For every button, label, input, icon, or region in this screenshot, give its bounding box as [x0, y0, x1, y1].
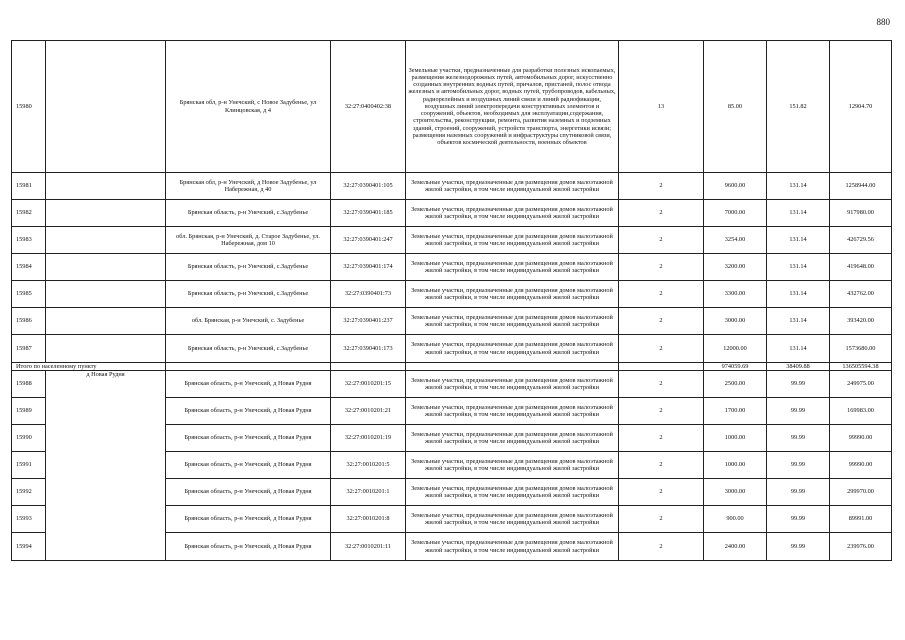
land-use-type: Земельные участки, предназначенные для размещения домов малоэтажной жилой застройки, в том числе индивидуальной жилой застройки [406, 254, 619, 281]
cadastral-number: 32:27:0010201:1 [331, 479, 406, 506]
cadastral-rate: 99.99 [767, 479, 830, 506]
settlement-name [46, 254, 166, 281]
cadastral-rate: 131.14 [767, 227, 830, 254]
cadastral-number: 32:27:0390401:173 [331, 335, 406, 363]
address: Брянская область, р-н Унечский, д Новая Рудня [166, 425, 331, 452]
land-use-type: Земельные участки, предназначенные для размещения домов малоэтажной жилой застройки, в том числе индивидуальной жилой застройки [406, 479, 619, 506]
cadastral-number: 32:27:0010201:8 [331, 506, 406, 533]
use-group: 2 [619, 371, 704, 398]
row-number: 15985 [12, 281, 46, 308]
address: Брянская область, р-н Унечский, с.Задубенье [166, 200, 331, 227]
cadastral-value: 419648.00 [830, 254, 892, 281]
area: 3000.00 [704, 308, 767, 335]
land-use-type: Земельные участки, предназначенные для размещения домов малоэтажной жилой застройки, в том числе индивидуальной жилой застройки [406, 533, 619, 561]
land-use-type: Земельные участки, предназначенные для размещения домов малоэтажной жилой застройки, в том числе индивидуальной жилой застройки [406, 452, 619, 479]
table-row [12, 371, 892, 398]
land-use-type: Земельные участки, предназначенные для размещения домов малоэтажной жилой застройки, в том числе индивидуальной жилой застройки [406, 335, 619, 363]
address: Брянская область, р-н Унечский, д Новая Рудня [166, 479, 331, 506]
cadastral-number: 32:27:0390401:247 [331, 227, 406, 254]
area: 1000.00 [704, 425, 767, 452]
land-use-type: Земельные участки, предназначенные для размещения домов малоэтажной жилой застройки, в том числе индивидуальной жилой застройки [406, 227, 619, 254]
table-row [12, 200, 892, 227]
cadastral-number: 32:27:0400402:38 [331, 41, 406, 173]
use-group: 2 [619, 308, 704, 335]
cadastral-number: 32:27:0010201:19 [331, 425, 406, 452]
cadastral-rate: 131.14 [767, 173, 830, 200]
settlement-name [46, 281, 166, 308]
use-group: 2 [619, 533, 704, 561]
address: Брянская обл, р-н Унечский, д Новое Задубенье, ул Набережная, д 40 [166, 173, 331, 200]
settlement-name [46, 335, 166, 363]
row-number: 15982 [12, 200, 46, 227]
area: 3200.00 [704, 254, 767, 281]
cadastral-value: 299970.00 [830, 479, 892, 506]
table-row [12, 41, 892, 173]
land-use-type: Земельные участки, предназначенные для размещения домов малоэтажной жилой застройки, в том числе индивидуальной жилой застройки [406, 281, 619, 308]
address: Брянская область, р-н Унечский, с.Задубенье [166, 335, 331, 363]
cadastral-value: 1258944.00 [830, 173, 892, 200]
page-number: 880 [876, 17, 890, 27]
cadastral-value: 249975.00 [830, 371, 892, 398]
row-number: 15990 [12, 425, 46, 452]
area: 3300.00 [704, 281, 767, 308]
area: 12000.00 [704, 335, 767, 363]
address: Брянская область, р-н Унечский, д Новая Рудня [166, 398, 331, 425]
area: 1000.00 [704, 452, 767, 479]
subtotal-area: 974059.69 [704, 363, 767, 371]
cadastral-rate: 99.99 [767, 506, 830, 533]
land-use-type: Земельные участки, предназначенные для размещения домов малоэтажной жилой застройки, в том числе индивидуальной жилой застройки [406, 371, 619, 398]
subtotal-empty-cadastral [331, 363, 406, 371]
settlement-name [46, 200, 166, 227]
cadastral-rate: 131.14 [767, 308, 830, 335]
cadastral-rate: 151.82 [767, 41, 830, 173]
cadastral-rate: 99.99 [767, 398, 830, 425]
cadastral-value: 99990.00 [830, 452, 892, 479]
address: Брянская область, р-н Унечский, с.Задубенье [166, 254, 331, 281]
cadastral-rate: 131.14 [767, 254, 830, 281]
area: 85.00 [704, 41, 767, 173]
address: обл. Брянская, р-н Унечский, с. Задубенье [166, 308, 331, 335]
section-zadubenye [12, 41, 892, 363]
row-number: 15994 [12, 533, 46, 561]
address: Брянская область, р-н Унечский, д Новая Рудня [166, 371, 331, 398]
row-number: 15984 [12, 254, 46, 281]
section-novaya-rudnya [12, 371, 892, 561]
settlement-name [46, 227, 166, 254]
cadastral-number: 32:27:0010201:15 [331, 371, 406, 398]
table-row [12, 281, 892, 308]
subtotal-label: Итого по населенному пункту [12, 363, 166, 371]
address: обл. Брянская, р-н Унечский, д. Старое Задубенье, ул. Набережная, дом 10 [166, 227, 331, 254]
cadastral-rate: 131.14 [767, 200, 830, 227]
row-number: 15987 [12, 335, 46, 363]
subtotal-empty-use [406, 363, 619, 371]
cadastral-rate: 131.14 [767, 281, 830, 308]
cadastral-value: 432762.00 [830, 281, 892, 308]
area: 900.00 [704, 506, 767, 533]
cadastral-number: 32:27:0010201:5 [331, 452, 406, 479]
row-number: 15983 [12, 227, 46, 254]
cadastral-rate: 131.14 [767, 335, 830, 363]
cadastral-value: 239976.00 [830, 533, 892, 561]
subtotal-empty-group [619, 363, 704, 371]
use-group: 13 [619, 41, 704, 173]
cadastral-value: 169983.00 [830, 398, 892, 425]
cadastral-number: 32:27:0390401:174 [331, 254, 406, 281]
use-group: 2 [619, 227, 704, 254]
use-group: 2 [619, 335, 704, 363]
area: 7000.00 [704, 200, 767, 227]
area: 1700.00 [704, 398, 767, 425]
area: 2500.00 [704, 371, 767, 398]
cadastral-value: 12904.70 [830, 41, 892, 173]
table-row [12, 308, 892, 335]
row-number: 15991 [12, 452, 46, 479]
table-row [12, 227, 892, 254]
address: Брянская обл, р-н Унечский, с Новое Задубенье, ул Клинцовская, д 4 [166, 41, 331, 173]
land-use-type: Земельные участки, предназначенные для размещения домов малоэтажной жилой застройки, в том числе индивидуальной жилой застройки [406, 506, 619, 533]
settlement-name [46, 41, 166, 173]
row-number: 15992 [12, 479, 46, 506]
area: 3000.00 [704, 479, 767, 506]
address: Брянская область, р-н Унечский, с.Задубенье [166, 281, 331, 308]
settlement-name: д Новая Рудня [46, 371, 166, 561]
cadastral-rate: 99.99 [767, 425, 830, 452]
use-group: 2 [619, 173, 704, 200]
cadastral-number: 32:27:0390401:237 [331, 308, 406, 335]
use-group: 2 [619, 200, 704, 227]
land-use-type: Земельные участки, предназначенные для размещения домов малоэтажной жилой застройки, в том числе индивидуальной жилой застройки [406, 173, 619, 200]
use-group: 2 [619, 506, 704, 533]
cadastral-value: 426729.56 [830, 227, 892, 254]
settlement-name [46, 173, 166, 200]
cadastral-value: 99990.00 [830, 425, 892, 452]
subtotal-value: 136505594.38 [830, 363, 892, 371]
row-number: 15981 [12, 173, 46, 200]
use-group: 2 [619, 452, 704, 479]
cadastral-value: 393420.00 [830, 308, 892, 335]
subtotal-section [12, 363, 892, 371]
land-register-table [11, 40, 892, 561]
area: 2400.00 [704, 533, 767, 561]
use-group: 2 [619, 254, 704, 281]
cadastral-value: 917980.00 [830, 200, 892, 227]
land-use-type: Земельные участки, предназначенные для размещения домов малоэтажной жилой застройки, в том числе индивидуальной жилой застройки [406, 425, 619, 452]
table-row [12, 173, 892, 200]
cadastral-value: 89991.00 [830, 506, 892, 533]
address: Брянская область, р-н Унечский, д Новая Рудня [166, 452, 331, 479]
land-use-type: Земельные участки, предназначенные для разработки полезных ископаемых, размещения железнодорожных путей, автомобильных дорог, искусственно созданных внутренних водных путей, причалов, пристаней, полос отвода железных и автомобильных дорог, водных путей, трубопроводов, кабельных, радиорелейных и воздушных линий связи и линий радиофикации, воздушных линий электропередачи конструктивных элементов и сооружений, объектов, необходимых для эксплуатации,содержания, строительства, реконструкции, ремонта, развития наземных и подземных зданий, строений, сооружений, устройств транспорта, энергетики исвязи; размещения наземных сооружений и инфраструктуры спутниковой связи, объектов космической деятельности, военных объектов [406, 41, 619, 173]
land-use-type: Земельные участки, предназначенные для размещения домов малоэтажной жилой застройки, в том числе индивидуальной жилой застройки [406, 398, 619, 425]
cadastral-rate: 99.99 [767, 452, 830, 479]
address: Брянская область, р-н Унечский, д Новая Рудня [166, 533, 331, 561]
cadastral-number: 32:27:0390401:185 [331, 200, 406, 227]
cadastral-value: 1573680.00 [830, 335, 892, 363]
row-number: 15989 [12, 398, 46, 425]
cadastral-number: 32:27:0390401:73 [331, 281, 406, 308]
settlement-name [46, 308, 166, 335]
area: 9600.00 [704, 173, 767, 200]
row-number: 15988 [12, 371, 46, 398]
land-use-type: Земельные участки, предназначенные для размещения домов малоэтажной жилой застройки, в том числе индивидуальной жилой застройки [406, 200, 619, 227]
use-group: 2 [619, 425, 704, 452]
cadastral-rate: 99.99 [767, 371, 830, 398]
subtotal-rate: 38409.88 [767, 363, 830, 371]
row-number: 15980 [12, 41, 46, 173]
table-row [12, 335, 892, 363]
subtotal-empty-address [166, 363, 331, 371]
subtotal-row [12, 363, 892, 371]
table-row [12, 254, 892, 281]
cadastral-number: 32:27:0390401:105 [331, 173, 406, 200]
area: 3254.00 [704, 227, 767, 254]
land-use-type: Земельные участки, предназначенные для размещения домов малоэтажной жилой застройки, в том числе индивидуальной жилой застройки [406, 308, 619, 335]
address: Брянская область, р-н Унечский, д Новая Рудня [166, 506, 331, 533]
row-number: 15993 [12, 506, 46, 533]
use-group: 2 [619, 281, 704, 308]
use-group: 2 [619, 479, 704, 506]
row-number: 15986 [12, 308, 46, 335]
use-group: 2 [619, 398, 704, 425]
cadastral-number: 32:27:0010201:21 [331, 398, 406, 425]
cadastral-number: 32:27:0010201:11 [331, 533, 406, 561]
cadastral-rate: 99.99 [767, 533, 830, 561]
